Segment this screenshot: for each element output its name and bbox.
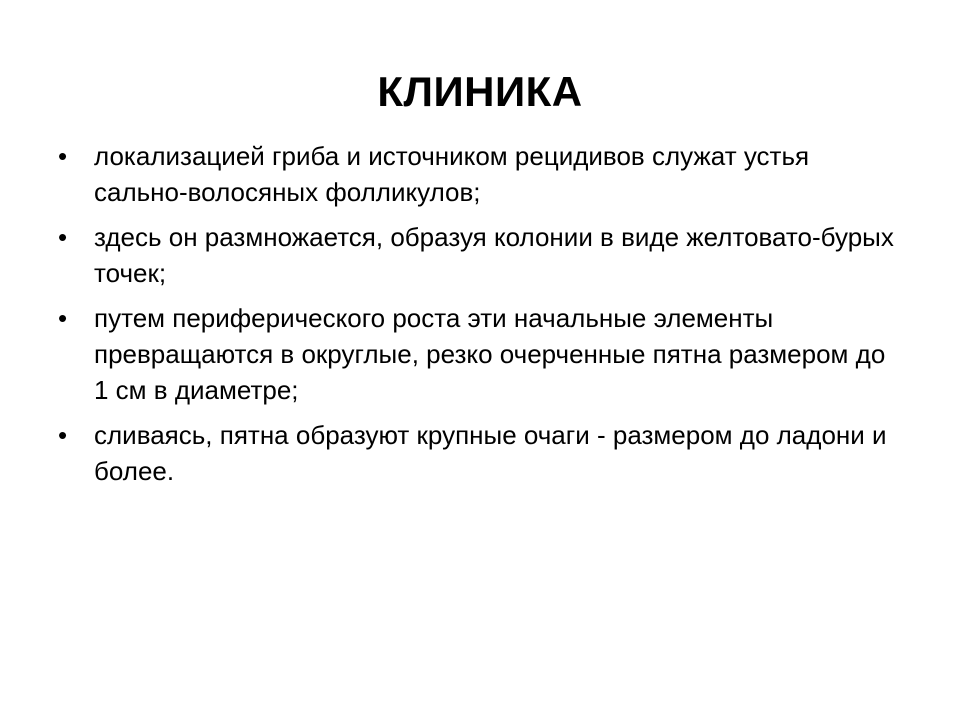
bullet-dot-icon: • — [58, 303, 68, 333]
bullet-item — [56, 138, 896, 210]
slide-title: КЛИНИКА — [377, 68, 583, 115]
bullet-text: путем периферического роста эти начальные элементы превращаются в округлые, резко очерченные пятна размером до 1 см в диаметре; — [94, 303, 886, 405]
bullet-item — [56, 417, 896, 489]
bullet-dot-icon: • — [58, 222, 68, 252]
bullet-dot-icon: • — [58, 141, 68, 171]
bullet-item — [56, 300, 896, 408]
bullet-list — [56, 138, 896, 498]
bullet-dot-icon: • — [58, 420, 68, 450]
bullet-text: сливаясь, пятна образуют крупные очаги - размером до ладони и более. — [94, 420, 887, 486]
bullet-text: здесь он размножается, образуя колонии в виде желтовато-бурых точек; — [94, 222, 894, 288]
bullet-item — [56, 219, 896, 291]
bullet-text: локализацией гриба и источником рецидивов служат устья сально-волосяных фолликулов; — [94, 141, 810, 207]
